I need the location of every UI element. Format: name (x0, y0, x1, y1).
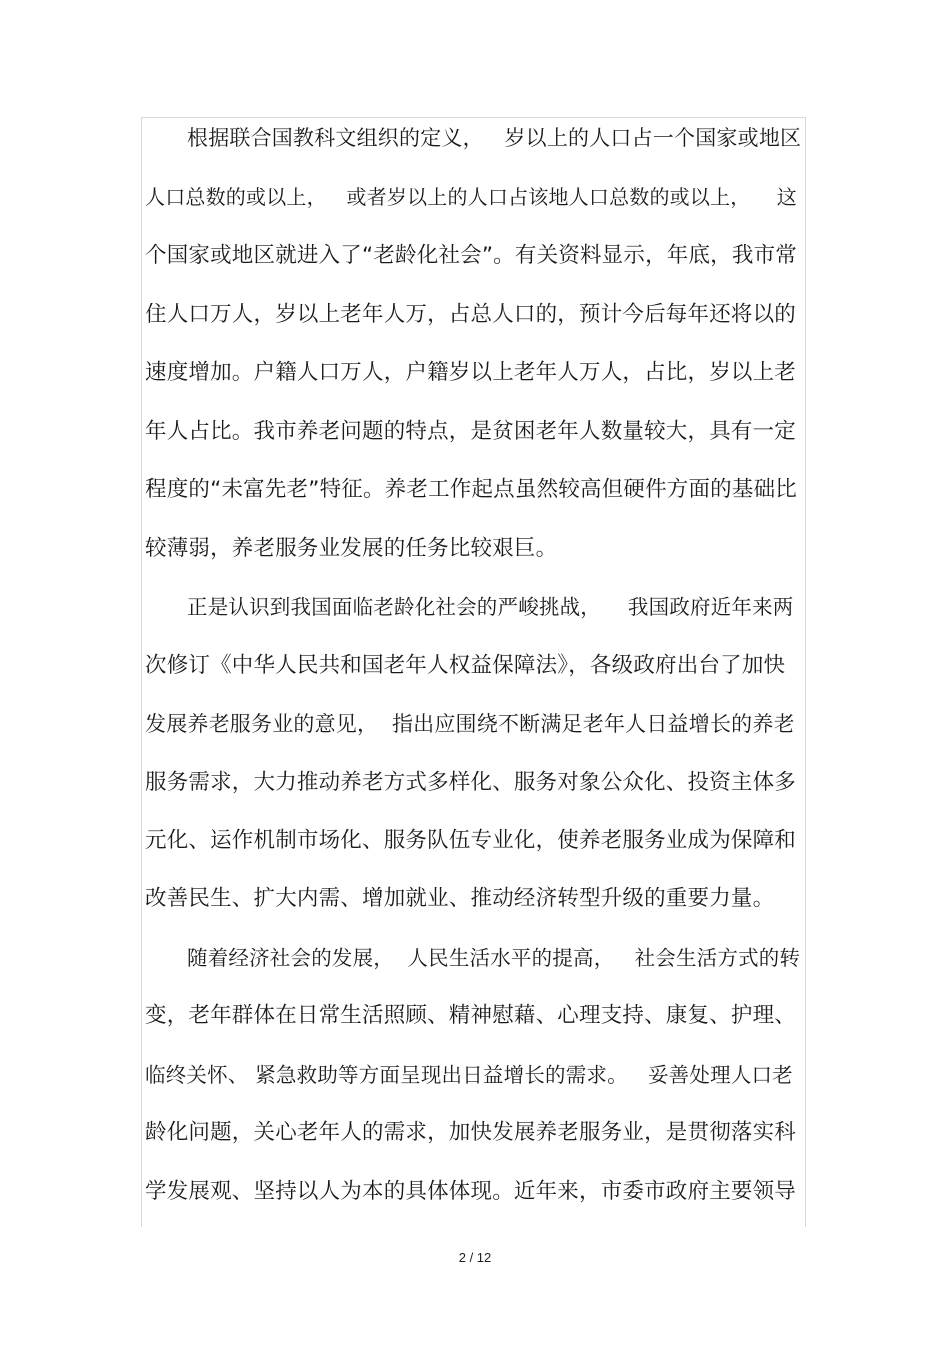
paragraph-2-line-5: 元化、运作机制市场化、服务队伍专业化，使养老服务业成为保障和 (145, 828, 797, 853)
paragraph-3-line-2: 变，老年群体在日常生活照顾、精神慰藉、心理支持、康复、护理、 (145, 1003, 797, 1028)
paragraph-3-line-3: 临终关怀、 紧急救助等方面呈现出日益增长的需求。 妥善处理人口老 (145, 1063, 793, 1087)
paragraph-3-line-1: 随着经济社会的发展， 人民生活水平的提高， 社会生活方式的转 (187, 946, 801, 970)
paragraph-1-line-6: 年人占比。我市养老问题的特点，是贫困老年人数量较大，具有一定 (145, 419, 797, 444)
paragraph-2-line-2: 次修订《中华人民共和国老年人权益保障法》，各级政府出台了加快 (145, 653, 786, 678)
paragraph-1-line-3: 个国家或地区就进入了“老龄化社会”。有关资料显示，年底，我市常 (145, 243, 797, 268)
paragraph-1-line-1: 根据联合国教科文组织的定义， 岁以上的人口占一个国家或地区 (187, 126, 802, 150)
paragraph-1-line-2: 人口总数的或以上， 或者岁以上的人口占该地人口总数的或以上， 这 (145, 185, 797, 209)
paragraph-3-line-4: 龄化问题，关心老年人的需求，加快发展养老服务业，是贯彻落实科 (145, 1120, 797, 1145)
paragraph-1-line-5: 速度增加。户籍人口万人，户籍岁以上老年人万人，占比，岁以上老 (145, 360, 797, 385)
paragraph-1-line-8: 较薄弱，养老服务业发展的任务比较艰巨。 (145, 536, 558, 561)
page-number: 2 / 12 (458, 1250, 492, 1265)
paragraph-2-line-3: 发展养老服务业的意见， 指出应围绕不断满足老年人日益增长的养老 (145, 712, 795, 736)
paragraph-2-line-6: 改善民生、扩大内需、增加就业、推动经济转型升级的重要力量。 (145, 886, 775, 911)
paragraph-2-line-4: 服务需求，大力推动养老方式多样化、服务对象公众化、投资主体多 (145, 770, 797, 795)
paragraph-1-line-7: 程度的“未富先老”特征。养老工作起点虽然较高但硬件方面的基础比 (145, 477, 797, 502)
paragraph-1-line-4: 住人口万人，岁以上老年人万，占总人口的，预计今后每年还将以的 (145, 302, 797, 327)
paragraph-3-line-5: 学发展观、坚持以人为本的具体体现。近年来，市委市政府主要领导 (145, 1179, 797, 1204)
paragraph-2-line-1: 正是认识到我国面临老龄化社会的严峻挑战， 我国政府近年来两 (187, 595, 794, 619)
